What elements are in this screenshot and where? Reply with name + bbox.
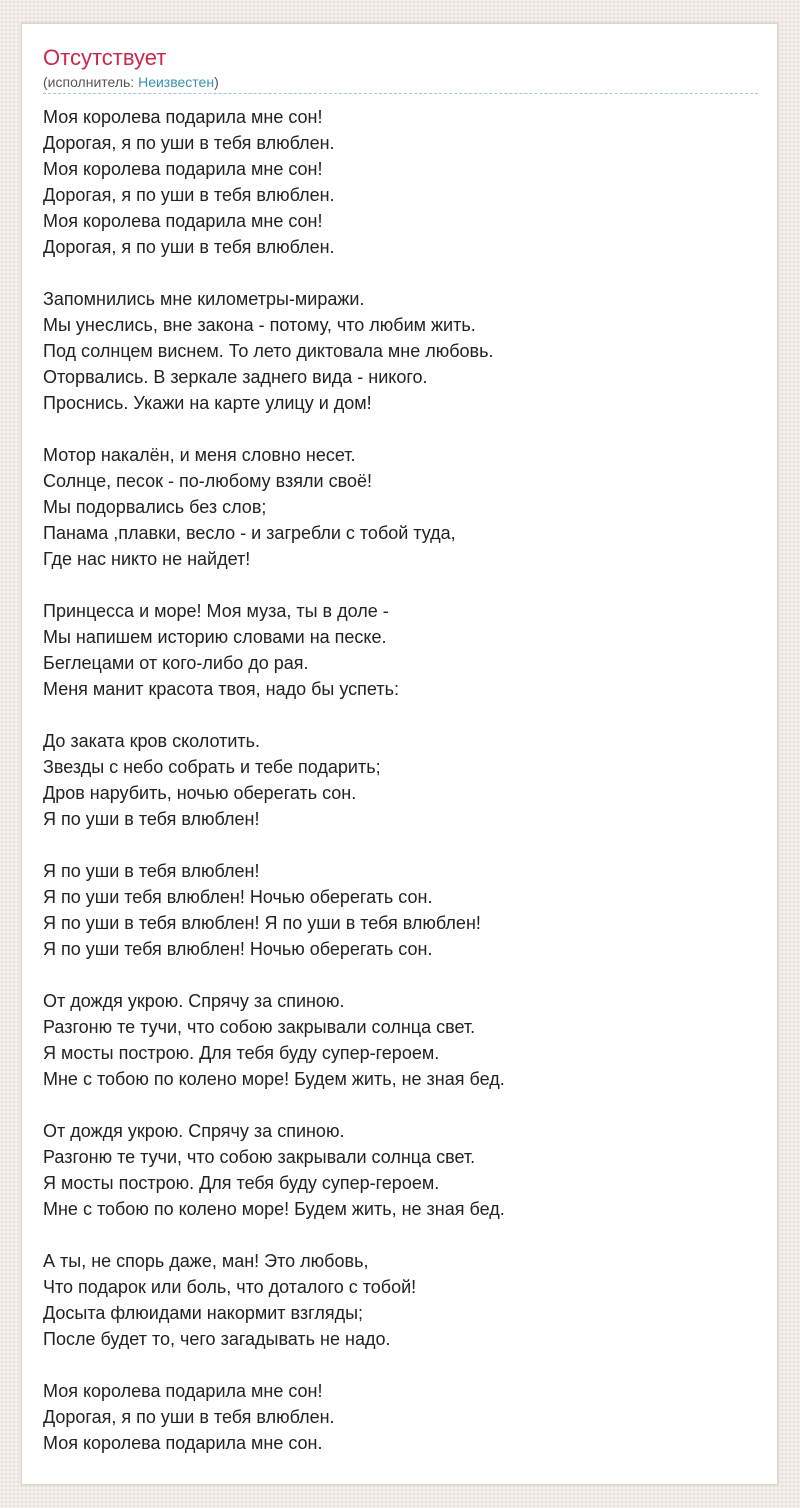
artist-line: [43, 73, 219, 91]
lyric-line: Я мосты построю. Для тебя буду супер-героем.: [43, 1043, 440, 1063]
lyric-line: После будет то, чего загадывать не надо.: [43, 1329, 391, 1349]
lyric-line: Принцесса и море! Моя муза, ты в доле -: [43, 601, 389, 621]
lyric-line: Я по уши в тебя влюблен!: [43, 861, 260, 881]
lyrics-stanza: [43, 1378, 758, 1456]
lyric-line: От дождя укрою. Спрячу за спиною.: [43, 991, 345, 1011]
lyrics-stanza: [43, 988, 758, 1092]
lyric-line: Запомнились мне километры-миражи.: [43, 289, 365, 309]
lyric-line: Моя королева подарила мне сон!: [43, 1381, 323, 1401]
lyric-line: Моя королева подарила мне сон!: [43, 211, 323, 231]
lyric-line: Где нас никто не найдет!: [43, 549, 251, 569]
lyric-line: Моя королева подарила мне сон.: [43, 1433, 323, 1453]
lyric-line: Мы унеслись, вне закона - потому, что любим жить.: [43, 315, 476, 335]
lyric-line: Мне с тобою по колено море! Будем жить, не зная бед.: [43, 1069, 505, 1089]
lyric-line: Мотор накалён, и меня словно несет.: [43, 445, 356, 465]
lyric-line: Что подарок или боль, что доталого с тобой!: [43, 1277, 417, 1297]
lyric-line: Дорогая, я по уши в тебя влюблен.: [43, 237, 335, 257]
lyric-line: Меня манит красота твоя, надо бы успеть:: [43, 679, 399, 699]
title-divider: [43, 93, 758, 94]
lyric-line: Моя королева подарила мне сон!: [43, 107, 323, 127]
lyric-line: Разгоню те тучи, что собою закрывали солнца свет.: [43, 1017, 476, 1037]
lyric-line: Мы напишем историю словами на песке.: [43, 627, 387, 647]
lyrics-body: [43, 104, 758, 1482]
lyrics-card: [21, 23, 778, 1485]
lyrics-stanza: [43, 104, 758, 260]
lyric-line: Солнце, песок - по-любому взяли своё!: [43, 471, 372, 491]
lyric-line: Моя королева подарила мне сон!: [43, 159, 323, 179]
song-title: Отсутствует: [43, 45, 167, 70]
artist-suffix: ): [214, 74, 219, 90]
lyric-line: Звезды с небо собрать и тебе подарить;: [43, 757, 381, 777]
lyric-line: Я по уши в тебя влюблен! Я по уши в тебя влюблен!: [43, 913, 481, 933]
lyric-line: От дождя укрою. Спрячу за спиною.: [43, 1121, 345, 1141]
lyric-line: Дорогая, я по уши в тебя влюблен.: [43, 185, 335, 205]
lyric-line: Дорогая, я по уши в тебя влюблен.: [43, 1407, 335, 1427]
lyric-line: Дров нарубить, ночью оберегать сон.: [43, 783, 357, 803]
lyric-line: Проснись. Укажи на карте улицу и дом!: [43, 393, 372, 413]
lyric-line: Мы подорвались без слов;: [43, 497, 267, 517]
lyric-line: Беглецами от кого-либо до рая.: [43, 653, 309, 673]
lyric-line: Разгоню те тучи, что собою закрывали солнца свет.: [43, 1147, 476, 1167]
lyric-line: Я по уши в тебя влюблен!: [43, 809, 260, 829]
artist-prefix: (исполнитель:: [43, 74, 139, 90]
lyrics-stanza: [43, 286, 758, 416]
lyric-line: Досыта флюидами накормит взгляды;: [43, 1303, 364, 1323]
lyrics-stanza: [43, 598, 758, 702]
lyric-line: Дорогая, я по уши в тебя влюблен.: [43, 133, 335, 153]
lyrics-stanza: [43, 1248, 758, 1352]
artist-link[interactable]: Неизвестен: [138, 74, 215, 90]
lyric-line: А ты, не спорь даже, ман! Это любовь,: [43, 1251, 369, 1271]
lyric-line: Панама ,плавки, весло - и загребли с тобой туда,: [43, 523, 456, 543]
lyric-line: Мне с тобою по колено море! Будем жить, не зная бед.: [43, 1199, 505, 1219]
lyric-line: До заката кров сколотить.: [43, 731, 261, 751]
lyrics-stanza: [43, 1118, 758, 1222]
lyric-line: Оторвались. В зеркале заднего вида - никого.: [43, 367, 428, 387]
lyric-line: Под солнцем виснем. То лето диктовала мне любовь.: [43, 341, 494, 361]
lyric-line: Я мосты построю. Для тебя буду супер-героем.: [43, 1173, 440, 1193]
lyrics-stanza: [43, 728, 758, 832]
lyric-line: Я по уши тебя влюблен! Ночью оберегать сон.: [43, 887, 433, 907]
lyrics-stanza: [43, 858, 758, 962]
lyric-line: Я по уши тебя влюблен! Ночью оберегать сон.: [43, 939, 433, 959]
lyrics-stanza: [43, 442, 758, 572]
